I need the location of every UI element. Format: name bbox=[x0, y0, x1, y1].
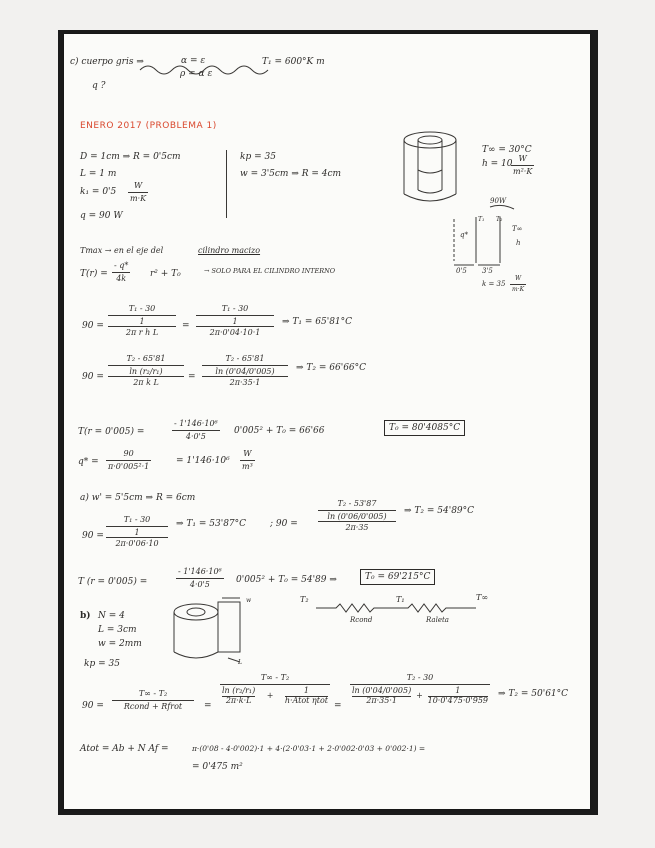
diagram-r2: 3'5 bbox=[482, 267, 493, 275]
q-question: q ? bbox=[92, 81, 106, 91]
eq4-units: $\frac{W}{\text{m³}}$ bbox=[242, 449, 253, 471]
eq4-lhs: q* = bbox=[78, 457, 99, 467]
t-infinity: T∞ = 30°C bbox=[482, 145, 532, 155]
part-a-tr-lhs: T (r = 0'005) = bbox=[78, 577, 148, 587]
divider-line bbox=[226, 150, 227, 218]
tmax-underlined: cilindro macizo bbox=[198, 246, 261, 255]
eq5-fraction-1: T∞ - T₂ Rcond + Rfrot bbox=[112, 690, 194, 711]
eq1-fraction-general: T₁ - 30 1 2π r h L bbox=[108, 305, 176, 337]
eq4-fraction: $\frac{90}{\text{π·0'005²·1}}$ bbox=[108, 449, 150, 471]
given-kp: kp = 35 bbox=[240, 152, 276, 162]
h-units: $\frac{W}{\text{m²·K}}$ bbox=[513, 154, 533, 176]
given-k1: k₁ = 0'5 bbox=[80, 187, 117, 197]
cylinder-sketch bbox=[400, 130, 460, 210]
part-a-fraction-2: T₂ - 53'87 ln (0'06/0'005) 2π·35 bbox=[318, 500, 396, 532]
diagram-tinf: T∞ bbox=[512, 225, 523, 233]
atot-result: = 0'475 m² bbox=[192, 762, 243, 772]
eq5-lhs: 90 = bbox=[82, 701, 104, 711]
eq2-fraction-general: T₂ - 65'81 ln (r₂/r₁) 2π k L bbox=[108, 355, 184, 387]
problem-title: ENERO 2017 (PROBLEMA 1) bbox=[80, 121, 217, 131]
eq3-fraction: $\frac{\text{- 1'146·10⁶}}{4\cdot 0'5}$ bbox=[174, 419, 218, 441]
part-b-l: L = 3cm bbox=[98, 625, 137, 635]
eq1-fraction-numeric: T₁ - 30 1 2π·0'04·10·1 bbox=[196, 305, 274, 337]
eq1-result: ⇒ T₁ = 65'81°C bbox=[282, 317, 353, 327]
circuit-t1: T₁ bbox=[396, 595, 405, 604]
eq5-result: ⇒ T₂ = 50'61°C bbox=[498, 689, 569, 699]
circuit-t2: T₂ bbox=[300, 595, 309, 604]
part-a-lhs-2: ; 90 = bbox=[270, 519, 298, 529]
k1-units: $\frac{W}{m\cdot K}$ bbox=[130, 181, 147, 203]
part-a-lhs: 90 = bbox=[82, 531, 104, 541]
eq3-answer-box: T₀ = 80'4085°C bbox=[384, 420, 465, 436]
given-length: L = 1 m bbox=[80, 169, 117, 179]
part-a-tr-fraction: $\frac{\text{- 1'146·10⁶}}{4\cdot 0'5}$ bbox=[178, 567, 222, 589]
eq2-lhs: 90 = bbox=[82, 372, 104, 382]
part-b-label: b) bbox=[80, 611, 91, 621]
eq4-rest: = 1'146·10⁶ bbox=[176, 456, 230, 466]
part-a-result-1: ⇒ T₁ = 53'87°C bbox=[176, 519, 247, 529]
part-a-result-2: ⇒ T₂ = 54'89°C bbox=[404, 506, 475, 516]
atot-expression: π·(0'08 - 4·0'002)·1 + 4·(2·0'03·1 + 2·0'002·0'03 + 0'002·1) = bbox=[192, 744, 426, 753]
part-a-fraction-1: T₁ - 30 1 2π·0'06·10 bbox=[106, 516, 168, 548]
eq2-result: ⇒ T₂ = 66'66°C bbox=[296, 363, 367, 373]
eq1-lhs: 90 = bbox=[82, 321, 104, 331]
part-a-tr-rest: 0'005² + T₀ = 54'89 ⇒ bbox=[236, 575, 337, 585]
diagram-t2: T₂ bbox=[496, 216, 503, 223]
tr-note: → SOLO PARA EL CILINDRO INTERNO bbox=[204, 267, 336, 275]
finned-cylinder-sketch bbox=[168, 598, 258, 668]
fin-w-label: w bbox=[246, 597, 252, 604]
tmax-prefix: Tmax → en el eje del bbox=[80, 246, 164, 255]
fin-l-label: L bbox=[238, 659, 242, 666]
eq3-rest: 0'005² + T₀ = 66'66 bbox=[234, 426, 325, 436]
tr-rest: r² + T₀ bbox=[150, 269, 181, 279]
given-q: q = 90 W bbox=[80, 211, 123, 221]
tr-fraction: $\frac{- q*}{4k}$ bbox=[114, 261, 129, 283]
thermal-circuit bbox=[316, 603, 486, 613]
tr-lhs: T(r) = bbox=[80, 269, 108, 279]
diagram-h: h bbox=[516, 239, 521, 247]
given-diameter: D = 1cm ⇒ R = 0'5cm bbox=[80, 152, 181, 162]
part-a-answer-box: T₀ = 69'215°C bbox=[360, 569, 435, 585]
eq5-fraction-3: T₂ - 30 ln (0'04/0'005) 2π·35·1 + $\frac{1}{10\cdot 0'475\cdot 0'959}$ bbox=[352, 673, 488, 705]
eq2-fraction-numeric: T₂ - 65'81 ln (0'04/0'005) 2π·35·1 bbox=[202, 355, 288, 387]
t1-value: T₁ = 600°K m bbox=[262, 57, 325, 67]
eq5-fraction-2: T∞ - T₂ ln (r₂/r₁) 2π·k·L + 1 h·Atot ηtot bbox=[220, 674, 330, 705]
circuit-raleta: Raleta bbox=[426, 616, 449, 624]
atot-lhs: Atot = Ab + N Af = bbox=[80, 744, 169, 754]
wave-arrow-icon bbox=[140, 62, 270, 78]
given-w: w = 3'5cm ⇒ R = 4cm bbox=[240, 169, 342, 179]
diagram-k: k = 35 bbox=[482, 280, 506, 288]
part-b-w: w = 2mm bbox=[98, 639, 142, 649]
circuit-tinf: T∞ bbox=[476, 593, 488, 602]
h-value: h = 10 bbox=[482, 159, 513, 169]
diagram-r1: 0'5 bbox=[456, 267, 467, 275]
rho-equation: ρ = α ε bbox=[180, 69, 213, 79]
diagram-top-label: 90W bbox=[490, 197, 507, 205]
diagram-qstar: q* bbox=[460, 231, 468, 239]
alpha-epsilon: α = ε bbox=[181, 56, 206, 66]
circuit-rcond: Rcond bbox=[350, 616, 373, 624]
part-b-n: N = 4 bbox=[98, 611, 125, 621]
diagram-k-units: $\frac{W}{m\cdot K}$ bbox=[512, 275, 525, 293]
eq3-lhs: T(r = 0'005) = bbox=[78, 427, 145, 437]
part-a-heading: a) w' = 5'5cm ⇒ R = 6cm bbox=[80, 493, 196, 503]
part-b-kp: kp = 35 bbox=[84, 659, 120, 669]
part-c-prefix: c) cuerpo gris ⇒ bbox=[70, 57, 144, 67]
diagram-t1: T₁ bbox=[478, 216, 485, 223]
